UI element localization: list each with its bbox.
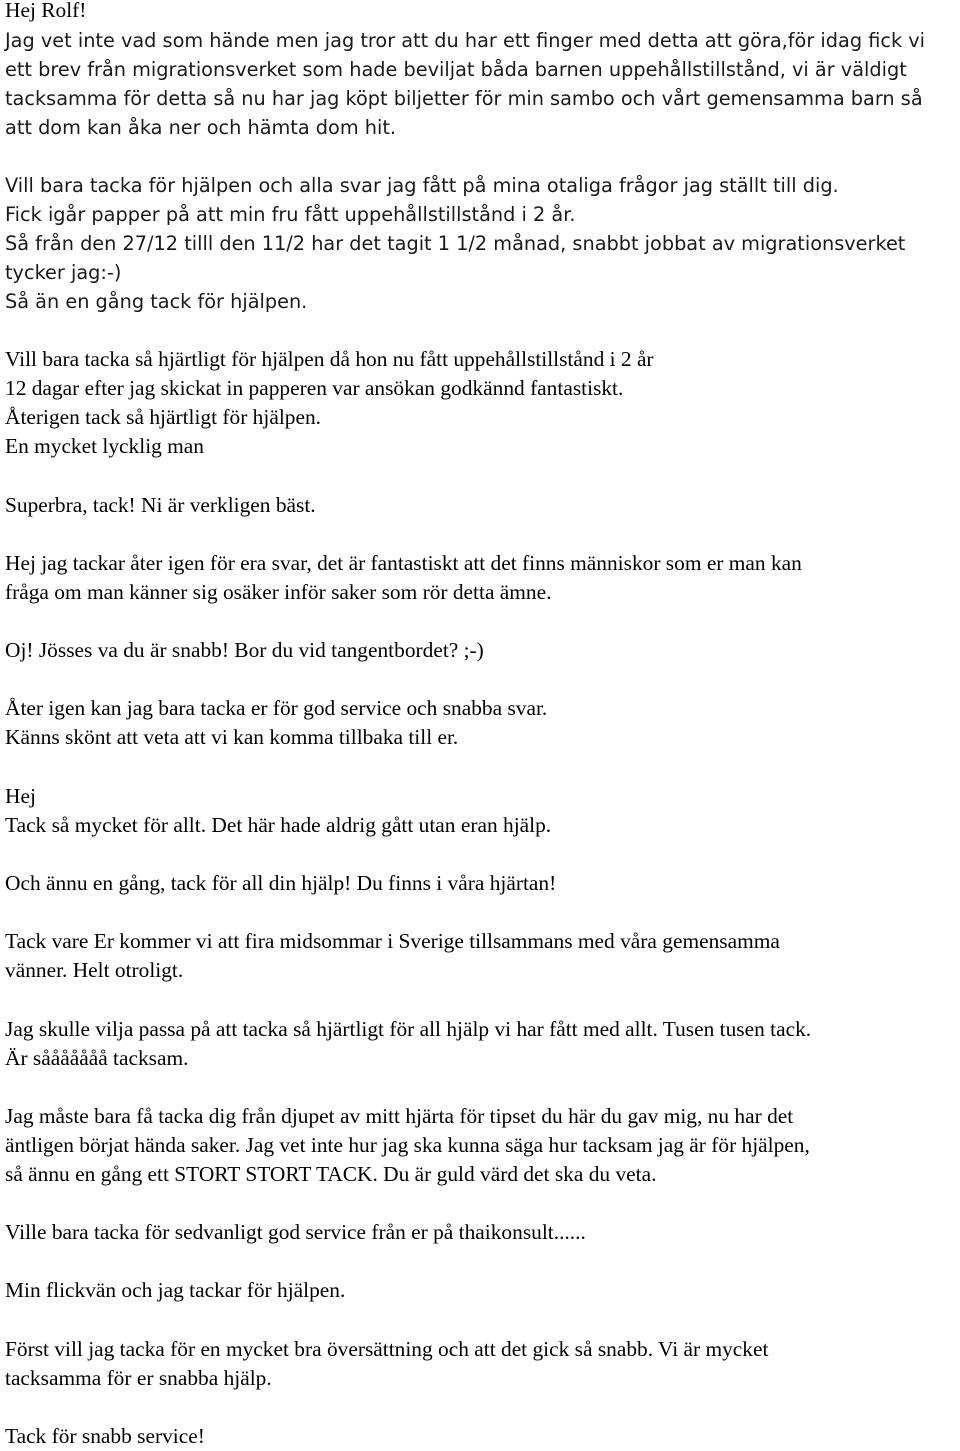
text-line: ett brev från migrationsverket som hade beviljat båda barnen uppehållstillstånd, vi är väldigt bbox=[5, 58, 907, 81]
text-line: Tack så mycket för allt. Det här hade aldrig gått utan eran hjälp. bbox=[5, 813, 552, 837]
text-line: Jag skulle vilja passa på att tacka så hjärtligt för all hjälp vi har fått med allt. Tusen tusen tack. bbox=[5, 1017, 812, 1041]
text-line: fråga om man känner sig osäker inför saker som rör detta ämne. bbox=[5, 580, 552, 604]
text-line: Så än en gång tack för hjälpen. bbox=[5, 290, 308, 313]
text-line: Jag måste bara få tacka dig från djupet av mitt hjärta för tipset du här du gav mig, nu har det bbox=[5, 1104, 794, 1128]
text-line: att dom kan åka ner och hämta dom hit. bbox=[5, 116, 397, 139]
text-line: Superbra, tack! Ni är verkligen bäst. bbox=[5, 493, 316, 517]
text-line: Hej bbox=[5, 784, 36, 808]
text-line: En mycket lycklig man bbox=[5, 434, 205, 458]
text-line: Hej Rolf! bbox=[5, 0, 87, 22]
text-line: vänner. Helt otroligt. bbox=[5, 958, 184, 982]
text-line: Åter igen kan jag bara tacka er för god service och snabba svar. bbox=[5, 696, 548, 720]
text-line: 12 dagar efter jag skickat in papperen var ansökan godkännd fantastiskt. bbox=[5, 376, 624, 400]
text-line: Så från den 27/12 tilll den 11/2 har det tagit 1 1/2 månad, snabbt jobbat av migrationsverket bbox=[5, 232, 906, 255]
text-line: Hej jag tackar åter igen för era svar, det är fantastiskt att det finns människor som er man kan bbox=[5, 551, 802, 575]
text-line: Tack vare Er kommer vi att fira midsommar i Sverige tillsammans med våra gemensamma bbox=[5, 929, 780, 953]
text-line: äntligen börjat hända saker. Jag vet inte hur jag ska kunna säga hur tacksam jag är för hjälpen, bbox=[5, 1133, 810, 1157]
text-line: Oj! Jösses va du är snabb! Bor du vid tangentbordet? ;-) bbox=[5, 638, 484, 662]
text-line: Fick igår papper på att min fru fått uppehållstillstånd i 2 år. bbox=[5, 203, 576, 226]
text-line: Känns skönt att veta att vi kan komma tillbaka till er. bbox=[5, 725, 459, 749]
text-line: tycker jag:-) bbox=[5, 261, 122, 284]
text-line: Först vill jag tacka för en mycket bra översättning och att det gick så snabb. Vi är mycket bbox=[5, 1337, 769, 1361]
text-line: så ännu en gång ett STORT STORT TACK. Du är guld värd det ska du veta. bbox=[5, 1162, 657, 1186]
text-line: tacksamma för er snabba hjälp. bbox=[5, 1366, 272, 1390]
text-line: Tack för snabb service! bbox=[5, 1424, 205, 1448]
text-line: tacksamma för detta så nu har jag köpt biljetter för min sambo och vårt gemensamma barn så bbox=[5, 87, 923, 110]
text-line: Vill bara tacka så hjärtligt för hjälpen då hon nu fått uppehållstillstånd i 2 år bbox=[5, 347, 654, 371]
text-line: Och ännu en gång, tack för all din hjälp! Du finns i våra hjärtan! bbox=[5, 871, 557, 895]
text-line: Ville bara tacka för sedvanligt god service från er på thaikonsult...... bbox=[5, 1220, 586, 1244]
text-line: Är sååååååå tacksam. bbox=[5, 1046, 189, 1070]
text-line: Min flickvän och jag tackar för hjälpen. bbox=[5, 1278, 346, 1302]
text-line: Jag vet inte vad som hände men jag tror att du har ett finger med detta att göra,för idag fick vi bbox=[5, 29, 926, 52]
text-line: Återigen tack så hjärtligt för hjälpen. bbox=[5, 405, 321, 429]
text-line: Vill bara tacka för hjälpen och alla svar jag fått på mina otaliga frågor jag ställt till dig. bbox=[5, 174, 839, 197]
